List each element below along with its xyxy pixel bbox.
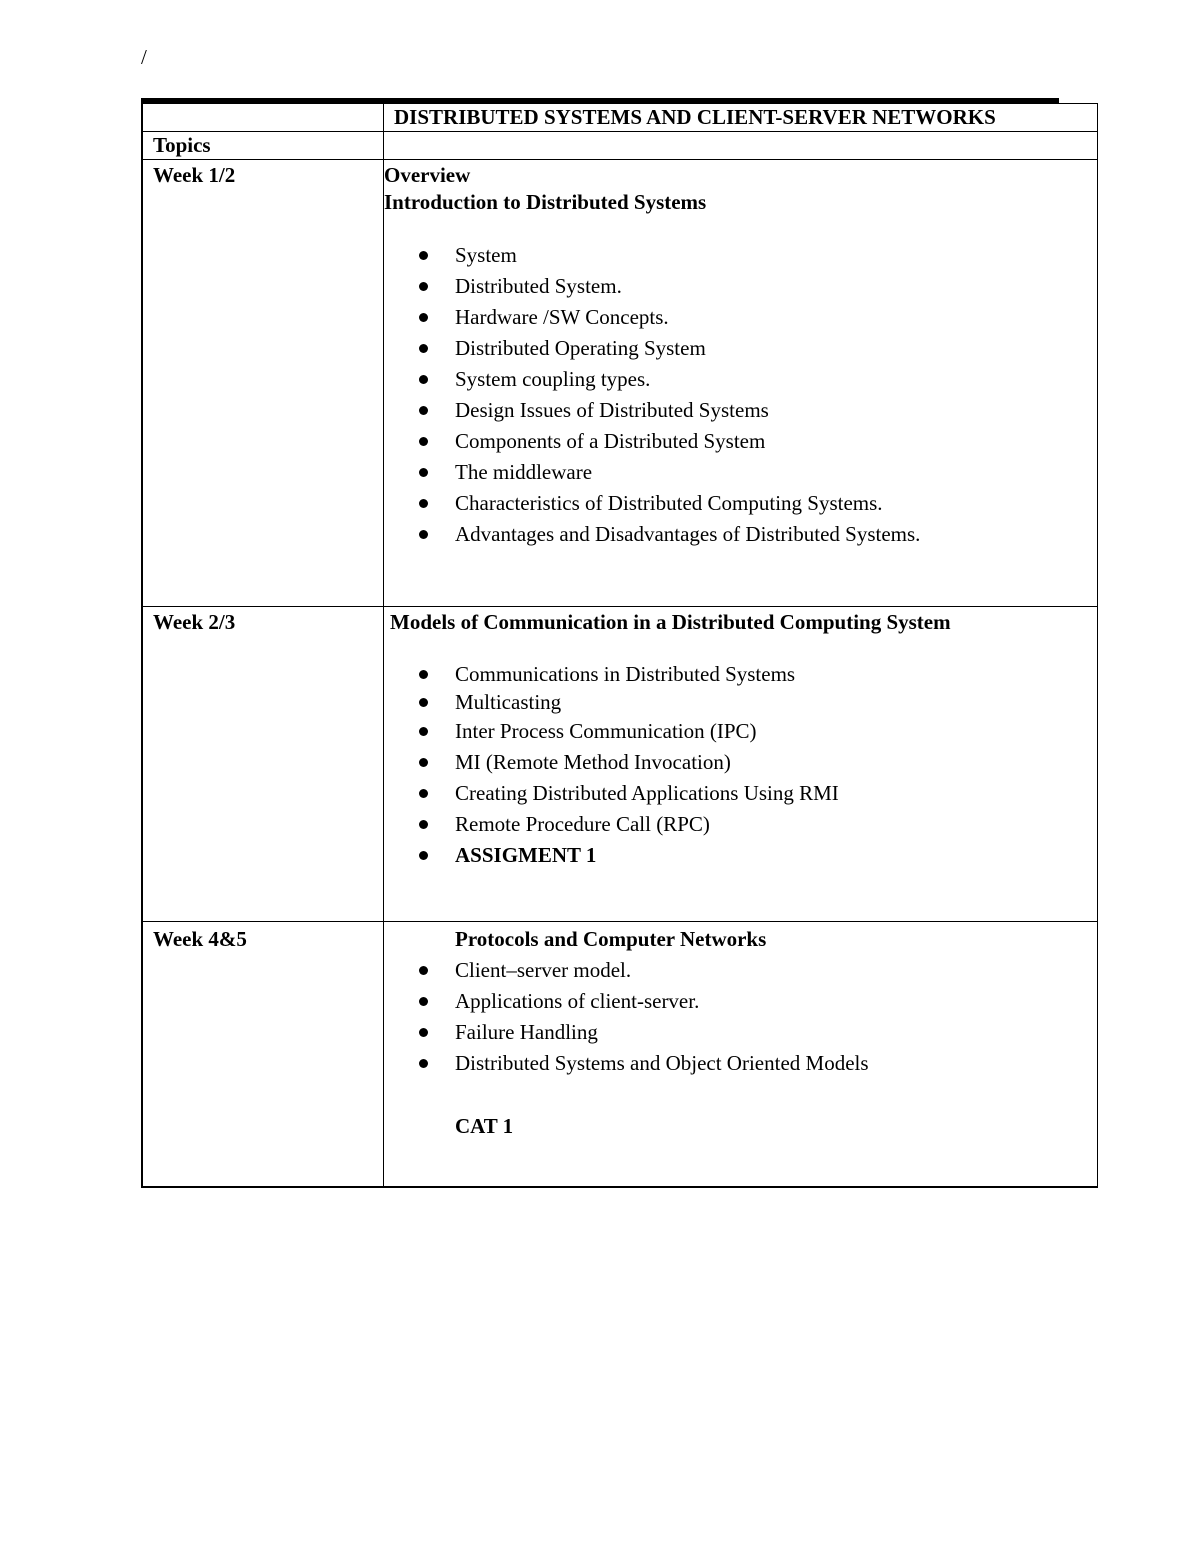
list-item (384, 1048, 1097, 1079)
section-heading: Overview (384, 163, 471, 187)
topics-label: Topics (142, 132, 384, 160)
list-item-text: The middleware (455, 460, 593, 484)
bullet-icon (419, 1059, 428, 1068)
list-item (384, 271, 1097, 302)
bullet-icon (419, 282, 428, 291)
list-item-text: MI (Remote Method Invocation) (455, 750, 731, 774)
title-row-left-cell (142, 104, 384, 132)
bullet-icon (419, 789, 428, 798)
course-title-cell (384, 104, 1098, 132)
title-row (142, 104, 1098, 132)
bullet-icon (419, 966, 428, 975)
list-item (384, 986, 1097, 1017)
list-item (384, 809, 1097, 840)
syllabus-table (141, 103, 1098, 1188)
week-row (142, 922, 1098, 1188)
list-item-text: Inter Process Communication (IPC) (455, 719, 757, 743)
list-item (384, 1017, 1097, 1048)
list-item (384, 488, 1097, 519)
list-item-text: Failure Handling (455, 1020, 598, 1044)
list-item (384, 302, 1097, 333)
bullet-icon (419, 251, 428, 260)
list-item (384, 955, 1097, 986)
week-label: Week 1/2 (153, 163, 236, 187)
bullet-icon (419, 499, 428, 508)
week-content-cell (384, 160, 1098, 607)
list-item (384, 747, 1097, 778)
topic-list (384, 660, 1097, 871)
bullet-icon (419, 727, 428, 736)
course-title: DISTRIBUTED SYSTEMS AND CLIENT-SERVER NETWORKS (394, 105, 996, 129)
week-row (142, 160, 1098, 607)
page-mark: / (141, 45, 147, 69)
list-item-text: System coupling types. (455, 367, 651, 391)
bullet-icon (419, 437, 428, 446)
week-label: Week 4&5 (153, 927, 247, 951)
list-item (384, 395, 1097, 426)
bullet-icon (419, 406, 428, 415)
list-item (384, 660, 1097, 688)
list-item-text: Design Issues of Distributed Systems (455, 398, 769, 422)
list-item-text: Multicasting (455, 690, 562, 714)
list-item-text: System (455, 243, 517, 267)
list-item (384, 688, 1097, 716)
topics-row (142, 132, 1098, 160)
topics-right-cell (384, 132, 1098, 160)
week-row (142, 607, 1098, 922)
list-item-text: Characteristics of Distributed Computing Systems. (455, 491, 883, 515)
bullet-icon (419, 997, 428, 1006)
cat-label: CAT 1 (455, 1114, 514, 1138)
list-item-text: Distributed Systems and Object Oriented Models (455, 1051, 869, 1075)
bullet-icon (419, 313, 428, 322)
week-content-cell (384, 922, 1098, 1188)
list-item-text: Creating Distributed Applications Using RMI (455, 781, 839, 805)
list-item (384, 519, 1097, 550)
topic-list (384, 240, 1097, 550)
bullet-icon (419, 851, 428, 860)
list-item-text: Applications of client-server. (455, 989, 700, 1013)
topic-list (384, 955, 1097, 1079)
list-item (384, 457, 1097, 488)
bullet-icon (419, 1028, 428, 1037)
bullet-icon (419, 375, 428, 384)
week-label-cell (142, 160, 384, 607)
section-heading: Models of Communication in a Distributed Computing System (390, 610, 951, 634)
bullet-icon (419, 344, 428, 353)
list-item (384, 840, 1097, 871)
list-item-text: Advantages and Disadvantages of Distributed Systems. (455, 522, 921, 546)
list-item-text: Remote Procedure Call (RPC) (455, 812, 710, 836)
list-item (384, 333, 1097, 364)
list-item (384, 778, 1097, 809)
list-item-text: Client–server model. (455, 958, 632, 982)
list-item-text: Communications in Distributed Systems (455, 662, 796, 686)
section-heading: Protocols and Computer Networks (455, 927, 767, 951)
list-item-text: Distributed System. (455, 274, 622, 298)
list-item (384, 364, 1097, 395)
list-item (384, 240, 1097, 271)
list-item (384, 716, 1097, 747)
bullet-icon (419, 530, 428, 539)
list-item-text: Components of a Distributed System (455, 429, 766, 453)
section-subheading: Introduction to Distributed Systems (384, 190, 707, 214)
list-item-text: Hardware /SW Concepts. (455, 305, 669, 329)
week-content-cell (384, 607, 1098, 922)
bullet-icon (419, 758, 428, 767)
week-label-cell (142, 922, 384, 1188)
week-label-cell (142, 607, 384, 922)
bullet-icon (419, 670, 428, 679)
list-item-text: Distributed Operating System (455, 336, 706, 360)
bullet-icon (419, 468, 428, 477)
bullet-icon (419, 820, 428, 829)
week-label: Week 2/3 (153, 610, 236, 634)
bullet-icon (419, 698, 428, 707)
list-item (384, 426, 1097, 457)
list-item-text: ASSIGMENT 1 (455, 843, 597, 867)
